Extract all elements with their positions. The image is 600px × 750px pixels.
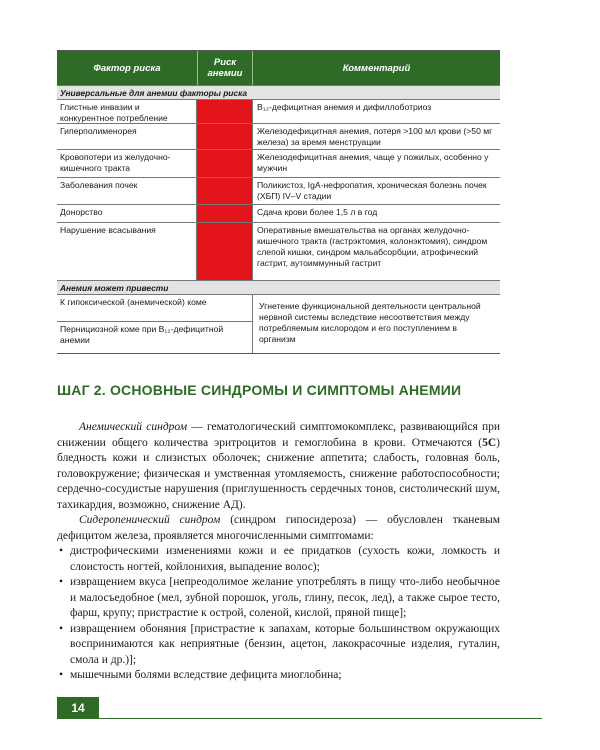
text-span: ) бледность кожи и слизистых оболочек; снижение аппетита; слабость, головная боль, головокружение; физическая и умственная утомляемость, снижение работоспособности; сердечно-сосудистые нарушения (приглушенность сердечных тонов, систолический шум, тахикардия, возможно, снижение АД). xyxy=(57,436,500,511)
comment-cell: Сдача крови более 1,5 л в год xyxy=(257,207,378,217)
body-text xyxy=(57,420,500,684)
factor-cell: Нарушение всасывания xyxy=(57,223,197,280)
risk-marker xyxy=(197,205,253,222)
table-row xyxy=(57,177,500,204)
table-row xyxy=(57,149,500,177)
paragraph-anemic-syndrome xyxy=(57,420,500,513)
header-risk: Риск анемии xyxy=(197,51,253,85)
term-sideropenic-syndrome: Сидеропенический синдром xyxy=(79,514,221,526)
consequence-cell: Пернициозной коме при B₁₂-дефицитной анемии xyxy=(57,321,253,353)
list-item: • извращением вкуса [непреодолимое желание употреблять в пищу что-либо необычное и малосъедобное (мел, зубной порошок, уголь, глину, песок, лед), а также сырое тесто, фарш, крупу; пристрастие к острой, соленой, кислой, пряной пище]; xyxy=(57,575,500,622)
section-heading: ШАГ 2. ОСНОВНЫЕ СИНДРОМЫ И СИМПТОМЫ АНЕМИИ xyxy=(57,382,462,398)
comment-cell: Железодефицитная анемия, чаще у пожилых, особенно у мужчин xyxy=(257,152,489,173)
table-row xyxy=(57,204,500,222)
factor-cell: Глистные инвазии и конкурентное потребление xyxy=(57,100,197,123)
table-row xyxy=(57,222,500,280)
header-comment: Комментарий xyxy=(342,62,411,74)
factor-cell: Кровопотери из желудочно-кишечного тракта xyxy=(57,150,197,177)
consequence-cell: К гипоксической (анемической) коме xyxy=(57,295,253,321)
table-header xyxy=(57,51,500,85)
table-row xyxy=(57,123,500,149)
section-consequences: Анемия может привести xyxy=(57,280,500,294)
term-anemic-syndrome: Анемический синдром xyxy=(79,421,188,433)
text-span: (синдром гипосидероза) — обусловлен тканевым дефицитом железа, проявляется многочисленными симптомами: xyxy=(57,514,500,542)
comment-cell: Железодефицитная анемия, потеря >100 мл крови (>50 мг железа) за время менструации xyxy=(257,126,493,147)
factor-cell: Гиперполименорея xyxy=(57,124,197,149)
comment-cell: Оперативные вмешательства на органах желудочно-кишечного тракта (гастрэктомия, колонэктомия), синдром слепой кишки, синдром мальабсорбции, атрофический гастрит, аутоиммунный гастрит xyxy=(257,225,488,268)
symptom-list xyxy=(57,544,500,684)
factor-cell: Заболевания почек xyxy=(57,178,197,204)
risk-factors-table xyxy=(57,50,500,354)
comment-cell: B₁₂-дефицитная анемия и дифиллоботриоз xyxy=(257,102,432,112)
consequences-group xyxy=(57,294,500,353)
reference-5c: 5С xyxy=(482,436,497,449)
factor-cell: Донорство xyxy=(57,205,197,222)
consequence-list xyxy=(57,295,253,353)
section-universal: Универсальные для анемии факторы риска xyxy=(57,85,500,99)
risk-marker xyxy=(197,223,253,280)
table-row xyxy=(57,99,500,123)
header-factor: Фактор риска xyxy=(93,62,161,74)
list-item: • дистрофическими изменениями кожи и ее придатков (сухость кожи, ломкость и слоистость ногтей, койлонихия, выпадение волос); xyxy=(57,544,500,575)
list-item: • извращением обоняния [пристрастие к запахам, которые большинством окружающих воспринимаются как неприятные (бензин, ацетон, лакокрасочные изделия, гуталин, смола и др.)]; xyxy=(57,622,500,669)
page-number: 14 xyxy=(57,697,99,719)
list-item: • мышечными болями вследствие дефицита миоглобина; xyxy=(57,668,500,684)
risk-marker xyxy=(197,150,253,177)
comment-cell: Поликистоз, IgA-нефропатия, хроническая болезнь почек (ХБП) IV–V стадии xyxy=(257,180,487,201)
footer-rule xyxy=(99,718,542,719)
text-span: — гематологический симптомокомплекс, развивающийся при снижении общего количества эритроцитов и гемоглобина в крови. Отмечаются ( xyxy=(57,421,501,449)
risk-marker xyxy=(197,100,253,123)
paragraph-sideropenic-syndrome xyxy=(57,513,500,544)
risk-marker xyxy=(197,178,253,204)
risk-marker xyxy=(197,124,253,149)
consequence-comment: Угнетение функциональной деятельности центральной нервной системы вследствие несоответствия между потребляемым кислородом и его поступлением в организм xyxy=(259,301,481,344)
